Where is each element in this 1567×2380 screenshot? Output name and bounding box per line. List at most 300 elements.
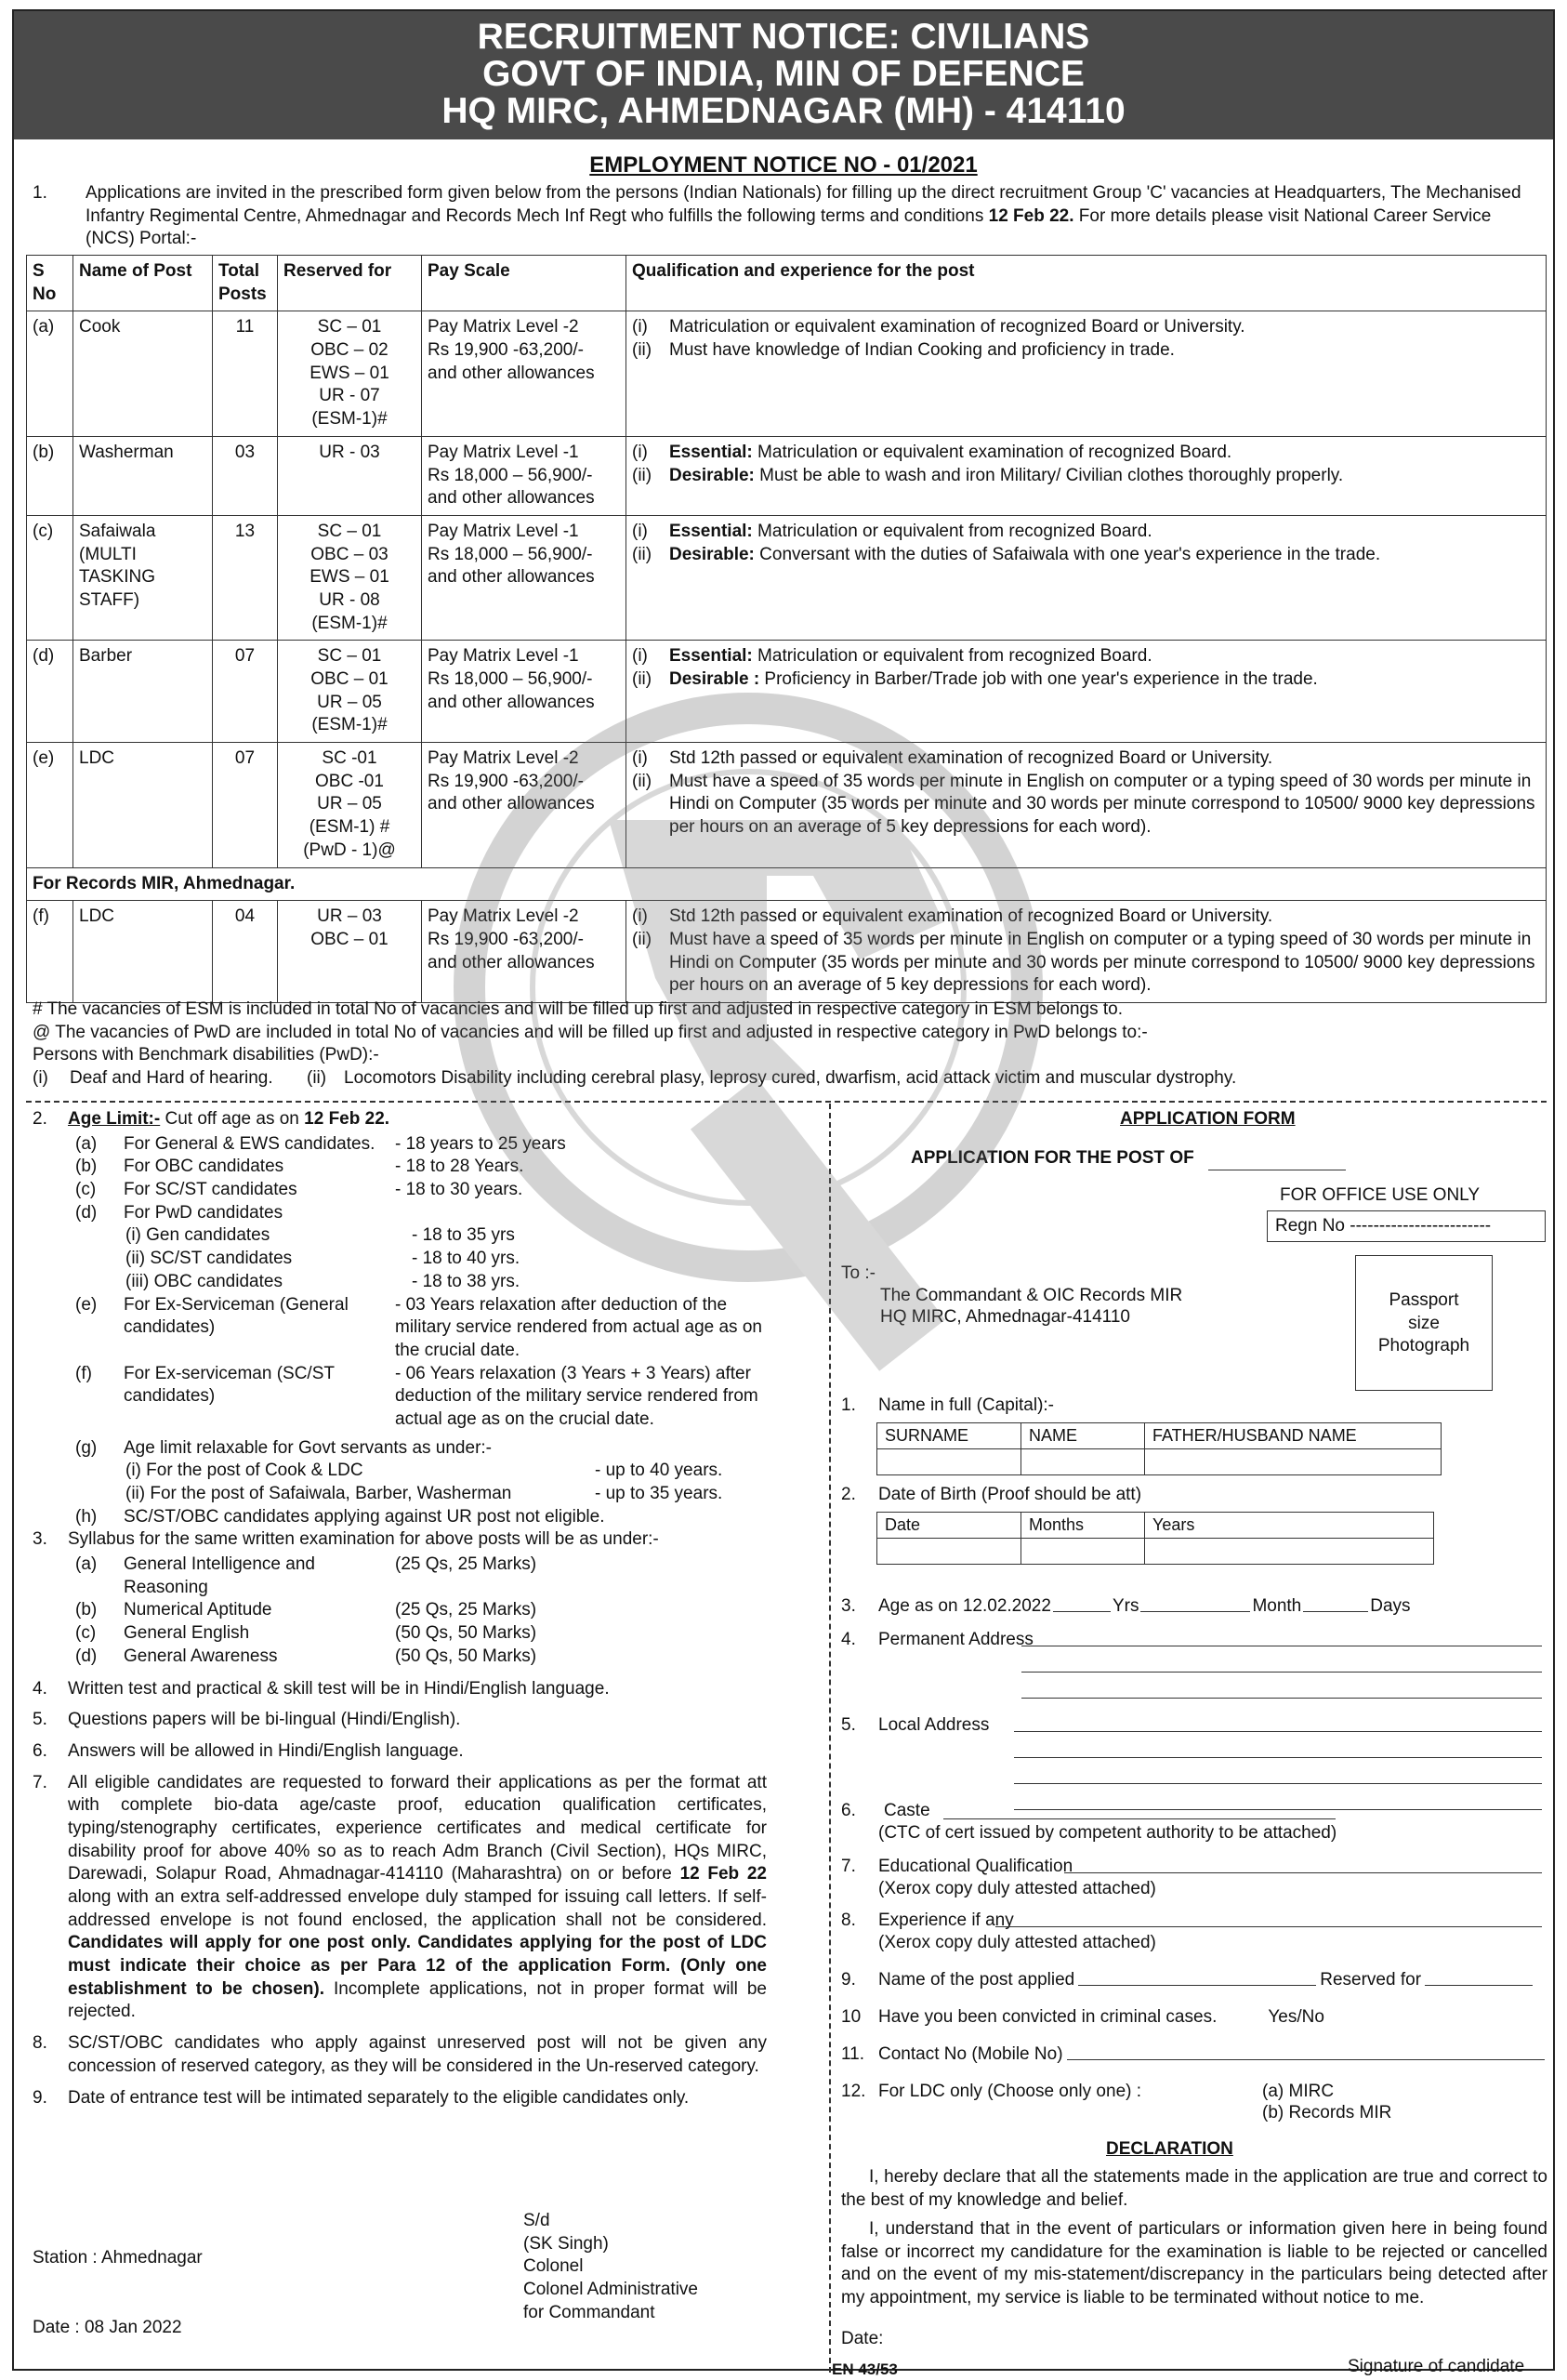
father-name-col: FATHER/HUSBAND NAME (1145, 1423, 1442, 1449)
qualification-text (669, 316, 1245, 339)
reserved-for-label: Reserved for (1320, 1970, 1422, 1990)
cell-qualification (626, 311, 1547, 436)
note-locomotor: Locomotors Disability including cerebral plasy, leprosy cured, dwarfism, acid attack victim and muscular dystrophy. (344, 1068, 1237, 1089)
reserved-line: EWS – 01 (309, 363, 389, 383)
para-number: 7. (33, 1772, 47, 1792)
terms-column (33, 1108, 767, 2111)
passport-photo-box (1355, 1255, 1493, 1391)
column-header: Reserved for (278, 256, 422, 311)
pay-line: Pay Matrix Level -2 (428, 906, 579, 927)
q7-education (841, 1856, 1073, 1879)
cell-pay-scale (422, 436, 626, 515)
item-category: For Ex-serviceman (SC/ST candidates) (124, 1363, 335, 1407)
months-col: Months (1021, 1513, 1145, 1539)
sd: S/d (523, 2211, 550, 2230)
qualification-item (632, 521, 1540, 544)
qualification-text (669, 465, 1343, 488)
item-value: - 18 to 28 Years. (395, 1157, 524, 1177)
qualification-text (669, 906, 1272, 929)
qualification-label: Essential: (669, 646, 753, 667)
deadline-date: 12 Feb 22 (679, 1864, 767, 1884)
q-label: Caste (884, 1801, 930, 1820)
table-notes (33, 998, 1538, 1091)
column-header: Name of Post (73, 256, 213, 311)
dashed-divider (26, 1101, 1547, 1103)
section-label: For Records MIR, Ahmednagar. (27, 867, 1547, 901)
reserved-line: SC -01 (322, 748, 377, 769)
qualification-num: (i) (632, 317, 648, 337)
post-applied-field[interactable] (1078, 1969, 1316, 1986)
signatory-for: for Commandant (523, 2302, 655, 2322)
item-text: SC/ST/OBC candidates applying against UR post not eligible. (124, 1506, 605, 1527)
item-label: (g) (75, 1437, 98, 1458)
declaration-para-2: I, understand that in the event of particulars or information given here in being found false or incorrect my candidature for the examination is liable to be rejected or cancelled and on the event of my mis-statement/discrepancy in the particulars being detected after my appointment, my service is liable to be terminated without notice to me. (841, 2219, 1547, 2308)
dob-table-header (877, 1513, 1434, 1539)
reserved-for-field[interactable] (1425, 1969, 1533, 1986)
q-label: Experience if any (878, 1911, 1014, 1930)
intro-paragraph (33, 182, 1538, 251)
cell-sno: (e) (27, 743, 73, 867)
q-label: Permanent Address (878, 1630, 1034, 1649)
govt-relax-items (33, 1460, 767, 1505)
q-num: 6. (841, 1801, 856, 1820)
pay-line: and other allowances (428, 692, 595, 712)
pay-line: Rs 19,900 -63,200/- (428, 771, 584, 791)
dob-table-input-row (877, 1539, 1434, 1565)
age-month-field[interactable] (1140, 1595, 1250, 1612)
qualification-label: Essential: (669, 442, 753, 462)
photo-label: Passport (1389, 1290, 1459, 1310)
list-item (33, 1622, 767, 1646)
table-row (27, 515, 1547, 640)
name-table-input-row (877, 1449, 1442, 1475)
qualification-desc: Must have a speed of 35 words per minute in English on computer or a typing speed of 30 words per minute in Hindi on Computer (35 words per minute and 30 words per minute correspond to 10500/ 9000 key depressions per hours on an average of 5 key depressions for each word). (669, 771, 1535, 838)
item-category: (i) Gen candidates (125, 1225, 270, 1246)
cell-sno: (d) (27, 641, 73, 743)
qualification-item (632, 906, 1540, 929)
q-label: Name of the post applied (878, 1970, 1075, 1990)
q-label: Local Address (878, 1715, 990, 1735)
qualification-desc: Std 12th passed or equivalent examination of recognized Board or University. (669, 906, 1273, 927)
reserved-line: UR – 05 (317, 692, 382, 712)
q12-ldc-choice (841, 2081, 1141, 2104)
qualification-num: (ii) (632, 929, 652, 949)
pay-line: Rs 19,900 -63,200/- (428, 340, 584, 361)
item-label: (e) (75, 1294, 98, 1315)
list-item (33, 1133, 767, 1157)
cell-total-posts: 04 (213, 901, 278, 1003)
item-label: (b) (75, 1157, 98, 1177)
qualification-item (632, 668, 1540, 692)
para-number: 3. (33, 1529, 47, 1550)
age-limit-heading (33, 1108, 767, 1131)
list-item (33, 1248, 767, 1271)
item-category: (i) For the post of Cook & LDC (125, 1461, 363, 1481)
item-value: - 18 to 38 yrs. (412, 1271, 520, 1291)
para-text: Questions papers will be bi-lingual (Hindi/English). (68, 1710, 461, 1730)
note-pwd: @ The vacancies of PwD are included in total No of vacancies and will be filled up first and adjusted in respective category in PwD belongs to:- (33, 1022, 1148, 1042)
q-num: 5. (841, 1715, 856, 1735)
reserved-line: SC – 01 (317, 646, 382, 667)
q11-contact (841, 2043, 1545, 2067)
item-value: - 18 to 40 yrs. (412, 1249, 520, 1269)
form-date-label: Date: (841, 2329, 884, 2348)
pay-line: and other allowances (428, 794, 595, 814)
cell-qualification (626, 515, 1547, 640)
item-label: (h) (75, 1506, 98, 1527)
note-deaf: Deaf and Hard of hearing. (70, 1068, 273, 1089)
para-text: Incomplete applications, not in proper format will be rejected. (68, 1978, 768, 2022)
cell-post-name: Barber (73, 641, 213, 743)
q5-local-address (841, 1714, 989, 1738)
qualification-desc: Matriculation or equivalent from recognized Board. (752, 646, 1152, 667)
cell-total-posts: 07 (213, 743, 278, 867)
column-header: S No (27, 256, 73, 311)
table-row (27, 436, 1547, 515)
reserved-line: OBC -01 (315, 771, 384, 791)
address-line: HQ MIRC, Ahmednagar-414110 (880, 1307, 1130, 1327)
list-item (33, 1483, 767, 1506)
q-note: (Xerox copy duly attested attached) (878, 1879, 1156, 1898)
item-category: Numerical Aptitude (124, 1600, 272, 1620)
item-value: - up to 35 years. (595, 1484, 723, 1503)
reserved-line: UR – 03 (317, 906, 382, 927)
note-num: (ii) (307, 1068, 327, 1089)
cell-pay-scale (422, 743, 626, 867)
cell-total-posts: 13 (213, 515, 278, 640)
local-address-line[interactable] (1014, 1783, 1542, 1784)
qualification-desc: Must be able to wash and iron Military/ Civilian clothes thoroughly properly. (754, 465, 1344, 485)
item-label: (c) (75, 1180, 97, 1200)
item-category: For Ex-Serviceman (General candidates) (124, 1294, 349, 1338)
contact-field[interactable] (1067, 2043, 1545, 2060)
qualification-text (669, 544, 1380, 567)
intro-text-b: For more details please visit National Career Service (NCS) Portal:- (86, 205, 1492, 249)
cell-reserved (278, 311, 422, 436)
pay-line: Rs 18,000 – 56,900/- (428, 669, 593, 689)
qualification-num: (ii) (632, 669, 652, 689)
cell-qualification (626, 901, 1547, 1003)
form-title: APPLICATION FORM (1120, 1109, 1296, 1129)
para-number: 6. (33, 1740, 47, 1761)
item-value: - 18 to 35 yrs (412, 1225, 515, 1246)
reserved-line: (ESM-1)# (311, 715, 388, 735)
en-reference: EN 43/53 (832, 2360, 898, 2378)
local-address-line[interactable] (1014, 1757, 1542, 1758)
cell-total-posts: 07 (213, 641, 278, 743)
para-8 (33, 2032, 767, 2078)
dob-table (876, 1512, 1434, 1565)
cell-sno: (f) (27, 901, 73, 1003)
cell-post-name: Washerman (73, 436, 213, 515)
q-note: (CTC of cert issued by competent authority to be attached) (878, 1823, 1337, 1843)
cell-reserved (278, 515, 422, 640)
qualification-num: (i) (632, 646, 648, 667)
q2-dob (841, 1484, 1141, 1507)
reserved-line: OBC – 01 (310, 929, 388, 949)
pay-line: Rs 19,900 -63,200/- (428, 929, 584, 949)
vacancy-table (26, 255, 1547, 1003)
cell-reserved (278, 901, 422, 1003)
notice-date: Date : 08 Jan 2022 (33, 2318, 182, 2337)
name-table (876, 1422, 1442, 1475)
para-number: 2. (33, 1109, 47, 1129)
qualification-text (669, 521, 1152, 544)
header-line-3: HQ MIRC, AHMEDNAGAR (MH) - 414110 (441, 91, 1126, 131)
qualification-item (632, 442, 1540, 465)
photo-label: size (1408, 1313, 1440, 1333)
item-label: (d) (75, 1202, 98, 1223)
para-number: 1. (33, 183, 47, 203)
pay-line: and other allowances (428, 363, 595, 383)
vertical-dashed-divider (829, 1104, 831, 2373)
intro-text (86, 182, 1538, 251)
qualification-text (669, 442, 1231, 465)
qualification-text (669, 929, 1540, 998)
qualification-num: (i) (632, 442, 648, 462)
item-label: (b) (75, 1600, 98, 1620)
para-9 (33, 2087, 767, 2110)
item-category: General Intelligence and Reasoning (124, 1554, 315, 1597)
list-item (33, 1156, 767, 1179)
note-disabilities (33, 1067, 1538, 1091)
address-line: The Commandant & OIC Records MIR (880, 1286, 1183, 1305)
q-num: 1. (841, 1395, 856, 1415)
cell-reserved (278, 641, 422, 743)
syllabus-text: Syllabus for the same written examination for above posts will be as under:- (68, 1529, 659, 1550)
qualification-num: (ii) (632, 465, 652, 485)
column-header: Pay Scale (422, 256, 626, 311)
post-of-label: APPLICATION FOR THE POST OF (911, 1148, 1194, 1168)
reserved-line: OBC – 03 (310, 544, 388, 564)
qualification-text (669, 771, 1540, 840)
surname-col: SURNAME (877, 1423, 1021, 1449)
candidate-signature-label: Signature of candidate (1348, 2357, 1525, 2376)
qualification-item (632, 929, 1540, 998)
pay-line: and other allowances (428, 952, 595, 972)
para-text: All eligible candidates are requested to forward their applications as per the format att with complete bio-data age/caste proof, education qualification certificates, typing/stenography certificates, experience certificates and medical certificate for disability proof for above 40% so as to reach Adm Branch (Civil Section), HQs MIRC, Darewadi, Solapur Road, Ahmadnagar-414110 (Maharashtra) on or before (68, 1772, 767, 1884)
qualification-text (669, 645, 1152, 668)
experience-line[interactable] (995, 1926, 1542, 1927)
age-days-field[interactable] (1303, 1595, 1368, 1612)
list-item (33, 1224, 767, 1248)
para-text: along with an extra self-addressed envelope duly stamped for issuing call letters. If self-addressed envelope is not found enclosed, the application shall not be considered. (68, 1887, 767, 1930)
qualification-desc: Matriculation or equivalent examination of recognized Board. (752, 442, 1232, 462)
age-items (33, 1133, 767, 1225)
cell-pay-scale (422, 641, 626, 743)
regn-no-box: Regn No ------------------------ (1267, 1210, 1546, 1242)
q-num: 9. (841, 1970, 856, 1990)
cell-qualification (626, 743, 1547, 867)
item-category: For SC/ST candidates (124, 1180, 297, 1200)
table-header-row (27, 256, 1547, 311)
cell-reserved (278, 436, 422, 515)
q1-name (841, 1395, 1054, 1418)
reserved-line: UR – 05 (317, 794, 382, 814)
ldc-option-records-mir[interactable]: (b) Records MIR (1262, 2103, 1392, 2122)
q-num: 12. (841, 2082, 866, 2101)
intro-date: 12 Feb 22. (988, 205, 1074, 226)
table-row (27, 311, 1547, 436)
pay-line: and other allowances (428, 488, 595, 509)
list-item (33, 1460, 767, 1483)
pay-line: Pay Matrix Level -1 (428, 646, 579, 667)
qualification-num: (i) (632, 521, 648, 541)
qualification-text (669, 747, 1272, 771)
father-name-input[interactable] (1145, 1449, 1442, 1475)
days-label: Days (1370, 1596, 1411, 1616)
cell-qualification (626, 436, 1547, 515)
signatory-appointment: Colonel Administrative (523, 2280, 698, 2300)
item-value: - up to 40 years. (595, 1461, 723, 1481)
declaration-para-1: I, hereby declare that all the statements made in the application are true and correct to the best of my knowledge and belief. (841, 2167, 1547, 2210)
age-title: Age Limit:- (68, 1109, 161, 1129)
qualification-desc: Must have knowledge of Indian Cooking and proficiency in trade. (669, 340, 1175, 361)
qualification-num: (i) (632, 906, 648, 927)
item-value: - 18 years to 25 years (395, 1133, 566, 1154)
month-label: Month (1252, 1596, 1302, 1616)
reserved-line: OBC – 02 (310, 340, 388, 361)
reserved-line: UR - 03 (319, 442, 380, 462)
signatory-name: (SK Singh) (523, 2233, 609, 2254)
item-value: (25 Qs, 25 Marks) (395, 1600, 537, 1620)
qualification-label: Desirable : (669, 669, 760, 689)
years-col: Years (1145, 1513, 1434, 1539)
note-benchmark: Persons with Benchmark disabilities (PwD):- (33, 1045, 379, 1065)
para-5 (33, 1709, 767, 1732)
para-number: 9. (33, 2087, 47, 2108)
list-item (33, 1294, 767, 1363)
pwd-items (33, 1224, 767, 1293)
item-value (395, 1202, 767, 1225)
para-6 (33, 1740, 767, 1764)
cell-post-name: Safaiwala (MULTI TASKING STAFF) (73, 515, 213, 640)
item-label: (f) (75, 1363, 92, 1383)
qualification-item (632, 747, 1540, 771)
age-date: 12 Feb 22. (304, 1109, 390, 1129)
q-note: (Xerox copy duly attested attached) (878, 1933, 1156, 1952)
qualification-item (632, 465, 1540, 488)
item-category: (iii) OBC candidates (125, 1271, 283, 1291)
local-address-line[interactable] (1014, 1731, 1542, 1732)
q-label: Educational Qualification (878, 1857, 1073, 1876)
intro-text-a: Applications are invited in the prescribed form given below from the persons (Indian Nationals) for filling up the direct recruitment Group 'C' vacancies at Headquarters, The Mechanised Infantry Regimental Centre, Ahmednagar and Records Mech Inf Regt who fulfills the following terms and conditions (86, 183, 1521, 226)
ldc-option-mirc[interactable]: (a) MIRC (1262, 2082, 1335, 2101)
qualification-label: Desirable: (669, 465, 755, 485)
name-table-header (877, 1423, 1442, 1449)
table-row (27, 641, 1547, 743)
pay-line: Pay Matrix Level -2 (428, 317, 579, 337)
age-h-item (33, 1506, 767, 1529)
q-label: For LDC only (Choose only one) : (878, 2082, 1142, 2101)
reserved-line: (ESM-1)# (311, 613, 388, 633)
name-input[interactable] (1021, 1449, 1145, 1475)
date-col: Date (877, 1513, 1021, 1539)
qualification-desc: Matriculation or equivalent examination of recognized Board or University. (669, 317, 1245, 337)
qualification-desc: Conversant with the duties of Safaiwala with one year's experience in the trade. (754, 544, 1381, 564)
dob-year-input[interactable] (1145, 1539, 1434, 1565)
permanent-address-line[interactable] (1021, 1672, 1542, 1673)
pay-line: Rs 18,000 – 56,900/- (428, 465, 593, 485)
q8-experience (841, 1910, 1014, 1933)
q-label: Date of Birth (Proof should be att) (878, 1485, 1142, 1504)
qualification-label: Desirable: (669, 544, 755, 564)
qualification-item (632, 645, 1540, 668)
q-label: Have you been convicted in criminal cases. (878, 2007, 1218, 2027)
reserved-line: SC – 01 (317, 521, 382, 541)
list-item (33, 1599, 767, 1622)
item-text: Age limit relaxable for Govt servants as under:- (124, 1437, 493, 1458)
syllabus-heading (33, 1528, 767, 1552)
local-address-line[interactable] (1014, 1809, 1542, 1810)
list-item (33, 1179, 767, 1202)
item-category: (ii) For the post of Safaiwala, Barber, Washerman (125, 1484, 512, 1503)
item-category: (ii) SC/ST candidates (125, 1249, 293, 1269)
para-text: Written test and practical & skill test will be in Hindi/English language. (68, 1678, 610, 1699)
column-header: Qualification and experience for the post (626, 256, 1547, 311)
q-num: 10 (841, 2007, 862, 2027)
name-col: NAME (1021, 1423, 1145, 1449)
post-of-field[interactable] (1208, 1154, 1346, 1170)
education-line[interactable] (1064, 1872, 1542, 1873)
item-label: (a) (75, 1554, 98, 1575)
notice-number: EMPLOYMENT NOTICE NO - 01/2021 (589, 152, 978, 178)
reserved-line: (ESM-1)# (311, 409, 388, 430)
item-category: General Awareness (124, 1646, 278, 1666)
dob-month-input[interactable] (1021, 1539, 1145, 1565)
cell-pay-scale (422, 901, 626, 1003)
declaration-title: DECLARATION (1106, 2139, 1233, 2159)
item-label: (d) (75, 1646, 98, 1666)
para-number: 8. (33, 2033, 47, 2054)
item-label: (a) (75, 1133, 98, 1154)
age-relax-govt (33, 1437, 767, 1461)
item-value: (50 Qs, 50 Marks) (395, 1646, 537, 1666)
permanent-address-line[interactable] (1021, 1698, 1542, 1699)
reserved-line: UR - 08 (319, 589, 380, 610)
table-row (27, 743, 1547, 867)
item-value: - 03 Years relaxation after deduction of the military service rendered from actual age as on the crucial date. (395, 1294, 762, 1360)
table-row (27, 901, 1547, 1003)
signatory (523, 2210, 698, 2324)
dob-date-input[interactable] (877, 1539, 1021, 1565)
table-body (27, 311, 1547, 1003)
cell-total-posts: 11 (213, 311, 278, 436)
yrs-label: Yrs (1112, 1596, 1139, 1616)
caste-line[interactable] (943, 1818, 1336, 1819)
q-label: Age as on 12.02.2022 (878, 1596, 1051, 1616)
item-category: General English (124, 1623, 250, 1644)
q-num: 8. (841, 1911, 856, 1930)
notice-page (12, 9, 1555, 2378)
cell-reserved (278, 743, 422, 867)
q9-post-applied (841, 1969, 1533, 1992)
reserved-line: (ESM-1) # (309, 817, 390, 838)
cell-qualification (626, 641, 1547, 743)
item-value: (25 Qs, 25 Marks) (395, 1554, 537, 1575)
item-value: - 18 to 30 years. (395, 1180, 523, 1200)
station: Station : Ahmednagar (33, 2248, 203, 2268)
q-num: 4. (841, 1630, 856, 1649)
age-years-field[interactable] (1053, 1595, 1111, 1612)
surname-input[interactable] (877, 1449, 1021, 1475)
list-item (33, 1554, 767, 1599)
list-item (33, 1363, 767, 1432)
qualification-item (632, 316, 1540, 339)
yes-no-option[interactable]: Yes/No (1268, 2007, 1324, 2027)
para-4 (33, 1678, 767, 1701)
to-label: To :- (841, 1263, 876, 1283)
